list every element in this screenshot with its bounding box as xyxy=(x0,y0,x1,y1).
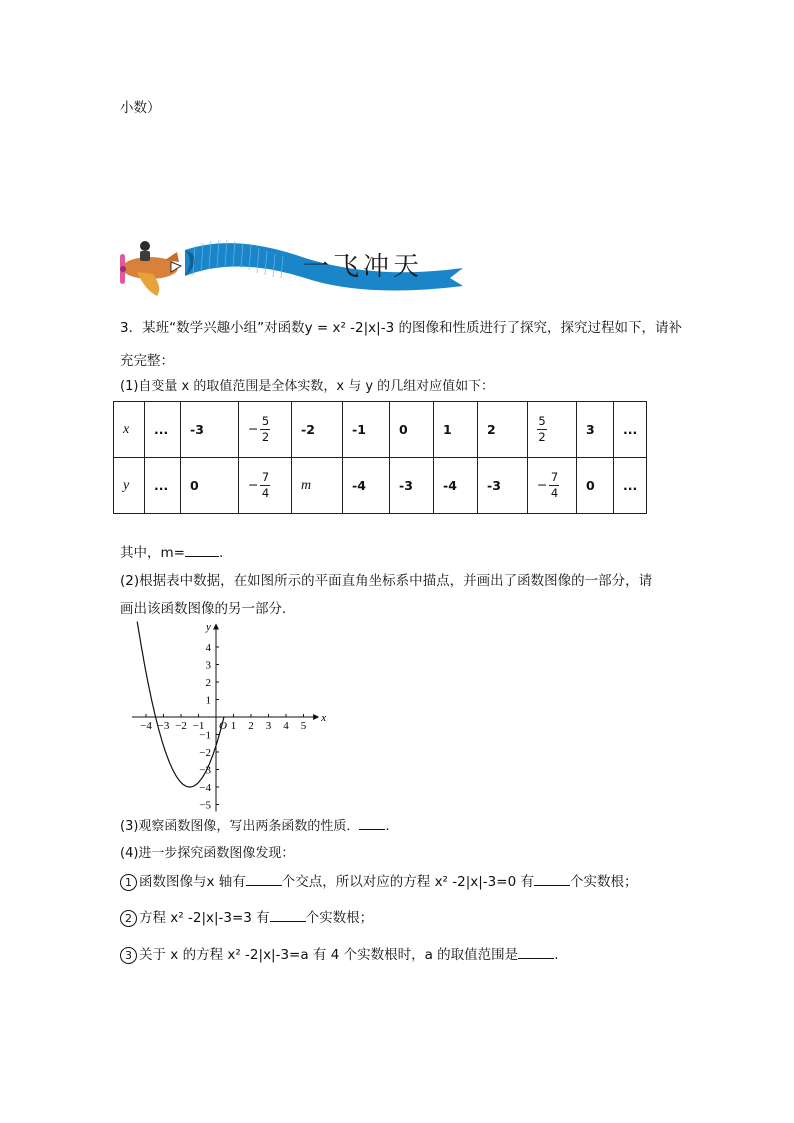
table-cell: 3 xyxy=(577,402,614,458)
y-tick-label: −3 xyxy=(199,764,211,777)
table-cell: 0 xyxy=(577,458,614,514)
table-cell-m: m xyxy=(292,458,343,514)
table-cell-fraction: − $\frac{7}{4}$ xyxy=(528,458,577,514)
q2-text-a: 方程 x² -2|x|-3=3 有 xyxy=(139,910,270,926)
x-tick-label: 3 xyxy=(265,720,272,732)
part3-label: (3)观察函数图像，写出两条函数的性质． xyxy=(120,819,360,834)
coordinate-chart xyxy=(118,618,327,812)
table-header-y: y xyxy=(114,458,145,514)
y-tick-label: −2 xyxy=(199,747,211,759)
table-cell: -3 xyxy=(478,458,528,514)
circled-number-2: 2 xyxy=(120,910,137,927)
y-axis-arrow xyxy=(213,623,219,629)
answer-blank-m[interactable] xyxy=(185,544,219,557)
table-cell-fraction: − $\frac{5}{2}$ xyxy=(239,402,292,458)
y-axis-label: y xyxy=(206,621,211,633)
q1-text-a: 函数图像与x 轴有 xyxy=(139,874,246,890)
x-tick-label: 5 xyxy=(300,720,307,732)
answer-blank-q3[interactable] xyxy=(518,946,554,959)
answer-blank-q1a[interactable] xyxy=(246,873,282,886)
problem-line-1: 3．某班“数学兴趣小组”对函数y = x² -2|x|-3 的图像和性质进行了探究，探究过程如下，请补 xyxy=(120,320,682,336)
table-cell: 2 xyxy=(478,402,528,458)
answer-blank-part3[interactable] xyxy=(359,817,385,830)
part2-line-2: 画出该函数图像的另一部分． xyxy=(120,601,296,617)
origin-label: O xyxy=(219,720,227,732)
x-tick-label: 4 xyxy=(283,720,289,732)
banner-title: 一飞冲天 xyxy=(303,252,424,282)
x-tick-label: −3 xyxy=(157,720,170,732)
part3-text xyxy=(120,815,390,834)
x-tick-label: −4 xyxy=(140,720,152,732)
q1-text-b: 个交点，所以对应的方程 x² -2|x|-3=0 有 xyxy=(281,874,534,890)
y-tick-label: 3 xyxy=(205,659,211,672)
table-cell: ... xyxy=(614,402,647,458)
y-tick-label: −5 xyxy=(199,799,211,812)
x-axis-label: x xyxy=(321,712,327,724)
table-cell: -3 xyxy=(390,458,434,514)
subquestion-3 xyxy=(120,943,558,964)
value-table xyxy=(113,401,647,514)
problem-line-2: 充完整： xyxy=(120,353,174,369)
part2-line-1: (2)根据表中数据，在如图所示的平面直角坐标系中描点，并画出了函数图像的一部分，请 xyxy=(120,573,653,589)
y-tick-label: 2 xyxy=(205,677,211,689)
table-cell: -3 xyxy=(181,402,239,458)
m-question xyxy=(120,541,223,561)
intro-text: 小数） xyxy=(120,100,161,116)
table-cell: ... xyxy=(145,402,181,458)
answer-blank-q2[interactable] xyxy=(270,909,306,922)
x-tick-label: 1 xyxy=(230,720,237,732)
y-tick-label: −4 xyxy=(199,782,211,794)
table-cell: 0 xyxy=(390,402,434,458)
table-cell: -2 xyxy=(292,402,343,458)
table-header-x: x xyxy=(114,402,145,458)
table-row-y xyxy=(114,458,647,514)
subquestion-1 xyxy=(120,870,637,891)
q3-text-b: . xyxy=(554,947,559,963)
table-cell-fraction: $\frac{5}{2}$ xyxy=(528,402,577,458)
x-axis-arrow xyxy=(313,714,319,720)
m-label: 其中，m= xyxy=(120,545,185,561)
circled-number-3: 3 xyxy=(120,947,137,964)
answer-blank-q1b[interactable] xyxy=(534,873,570,886)
y-tick-label: 1 xyxy=(205,694,211,707)
table-cell: -4 xyxy=(343,458,390,514)
table-cell: 1 xyxy=(434,402,478,458)
subquestion-2 xyxy=(120,906,373,927)
q2-text-b: 个实数根； xyxy=(305,910,374,926)
q1-text-c: 个实数根； xyxy=(569,874,638,890)
part1-text: (1)自变量 x 的取值范围是全体实数，x 与 y 的几组对应值如下： xyxy=(120,379,495,394)
table-cell: -4 xyxy=(434,458,478,514)
table-cell: 0 xyxy=(181,458,239,514)
x-tick-label: −1 xyxy=(192,720,205,732)
table-cell: ... xyxy=(614,458,647,514)
m-period: . xyxy=(218,545,224,561)
table-cell: -1 xyxy=(343,402,390,458)
table-cell: ... xyxy=(145,458,181,514)
banner xyxy=(115,228,470,300)
part3-period: . xyxy=(385,819,390,834)
table-row-x xyxy=(114,402,647,458)
y-tick-label: 4 xyxy=(205,642,211,654)
y-tick-label: −1 xyxy=(199,729,211,742)
circled-number-1: 1 xyxy=(120,874,137,891)
table-cell-fraction: − $\frac{7}{4}$ xyxy=(239,458,292,514)
part4-text: (4)进一步探究函数图像发现： xyxy=(120,846,295,861)
x-tick-label: −2 xyxy=(175,720,187,732)
x-tick-label: 2 xyxy=(248,720,254,732)
q3-text-a: 关于 x 的方程 x² -2|x|-3=a 有 4 个实数根时，a 的取值范围是 xyxy=(139,947,519,963)
